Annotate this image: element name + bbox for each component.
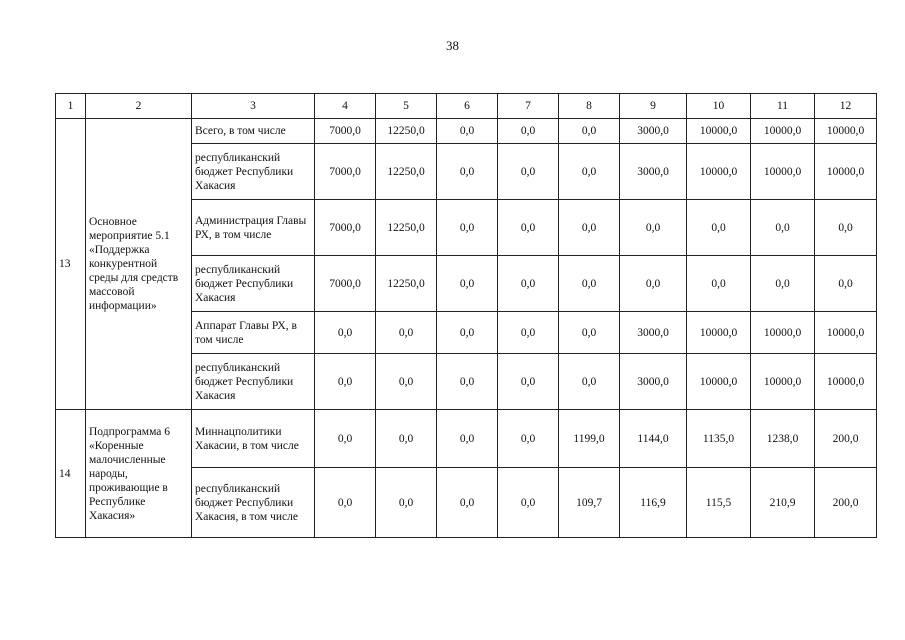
value-cell: 3000,0 xyxy=(620,312,687,354)
column-header: 6 xyxy=(437,94,498,119)
value-cell: 10000,0 xyxy=(815,144,877,200)
value-cell: 0,0 xyxy=(559,119,620,144)
measure-title: Основное мероприятие 5.1 «Поддержка конкурентной среды для средств массовой информации» xyxy=(86,119,192,410)
column-header: 4 xyxy=(315,94,376,119)
budget-table xyxy=(55,93,877,538)
value-cell: 10000,0 xyxy=(687,354,751,410)
column-header: 7 xyxy=(498,94,559,119)
value-cell: 0,0 xyxy=(559,144,620,200)
value-cell: 10000,0 xyxy=(751,144,815,200)
row-label: Аппарат Главы РХ, в том числе xyxy=(192,312,315,354)
value-cell: 0,0 xyxy=(620,256,687,312)
column-header: 1 xyxy=(56,94,86,119)
row-label: Администрация Главы РХ, в том числе xyxy=(192,200,315,256)
value-cell: 0,0 xyxy=(315,410,376,468)
value-cell: 0,0 xyxy=(498,256,559,312)
value-cell: 0,0 xyxy=(498,200,559,256)
value-cell: 0,0 xyxy=(687,200,751,256)
value-cell: 10000,0 xyxy=(751,312,815,354)
value-cell: 0,0 xyxy=(437,410,498,468)
value-cell: 0,0 xyxy=(620,200,687,256)
column-header: 11 xyxy=(751,94,815,119)
value-cell: 1144,0 xyxy=(620,410,687,468)
value-cell: 0,0 xyxy=(498,354,559,410)
value-cell: 0,0 xyxy=(376,312,437,354)
value-cell: 7000,0 xyxy=(315,144,376,200)
value-cell: 7000,0 xyxy=(315,119,376,144)
value-cell: 200,0 xyxy=(815,468,877,538)
row-label: республиканский бюджет Республики Хакасия, в том числе xyxy=(192,468,315,538)
value-cell: 109,7 xyxy=(559,468,620,538)
value-cell: 0,0 xyxy=(498,144,559,200)
row-number: 14 xyxy=(56,410,86,538)
page-number: 38 xyxy=(446,38,459,53)
value-cell: 210,9 xyxy=(751,468,815,538)
value-cell: 0,0 xyxy=(751,256,815,312)
row-label: республиканский бюджет Республики Хакасия xyxy=(192,144,315,200)
column-header: 9 xyxy=(620,94,687,119)
value-cell: 0,0 xyxy=(751,200,815,256)
value-cell: 0,0 xyxy=(498,119,559,144)
value-cell: 116,9 xyxy=(620,468,687,538)
value-cell: 3000,0 xyxy=(620,119,687,144)
column-header: 8 xyxy=(559,94,620,119)
value-cell: 12250,0 xyxy=(376,256,437,312)
value-cell: 10000,0 xyxy=(687,312,751,354)
value-cell: 0,0 xyxy=(687,256,751,312)
value-cell: 7000,0 xyxy=(315,200,376,256)
table-row xyxy=(56,410,877,468)
value-cell: 0,0 xyxy=(315,468,376,538)
value-cell: 0,0 xyxy=(376,468,437,538)
value-cell: 12250,0 xyxy=(376,200,437,256)
value-cell: 10000,0 xyxy=(687,119,751,144)
row-number: 13 xyxy=(56,119,86,410)
value-cell: 1199,0 xyxy=(559,410,620,468)
value-cell: 0,0 xyxy=(559,256,620,312)
value-cell: 0,0 xyxy=(437,119,498,144)
column-header: 2 xyxy=(86,94,192,119)
value-cell: 0,0 xyxy=(559,312,620,354)
value-cell: 12250,0 xyxy=(376,119,437,144)
value-cell: 10000,0 xyxy=(815,119,877,144)
value-cell: 0,0 xyxy=(815,256,877,312)
value-cell: 3000,0 xyxy=(620,144,687,200)
value-cell: 115,5 xyxy=(687,468,751,538)
row-label: Всего, в том числе xyxy=(192,119,315,144)
value-cell: 200,0 xyxy=(815,410,877,468)
value-cell: 0,0 xyxy=(376,410,437,468)
value-cell: 10000,0 xyxy=(815,354,877,410)
row-label: Миннацполитики Хакасии, в том числе xyxy=(192,410,315,468)
value-cell: 10000,0 xyxy=(815,312,877,354)
value-cell: 10000,0 xyxy=(687,144,751,200)
value-cell: 0,0 xyxy=(437,144,498,200)
table-row xyxy=(56,119,877,144)
subprogram-title: Подпрограмма 6 «Коренные малочисленные народы, проживающие в Республике Хакасия» xyxy=(86,410,192,538)
value-cell: 0,0 xyxy=(437,354,498,410)
column-header: 10 xyxy=(687,94,751,119)
value-cell: 0,0 xyxy=(437,312,498,354)
value-cell: 0,0 xyxy=(437,468,498,538)
value-cell: 7000,0 xyxy=(315,256,376,312)
value-cell: 0,0 xyxy=(498,468,559,538)
value-cell: 0,0 xyxy=(315,312,376,354)
value-cell: 0,0 xyxy=(315,354,376,410)
value-cell: 0,0 xyxy=(559,200,620,256)
value-cell: 0,0 xyxy=(437,200,498,256)
column-header: 3 xyxy=(192,94,315,119)
value-cell: 0,0 xyxy=(498,410,559,468)
value-cell: 1135,0 xyxy=(687,410,751,468)
column-header: 12 xyxy=(815,94,877,119)
value-cell: 0,0 xyxy=(437,256,498,312)
value-cell: 0,0 xyxy=(376,354,437,410)
value-cell: 3000,0 xyxy=(620,354,687,410)
column-number-row xyxy=(56,94,877,119)
value-cell: 10000,0 xyxy=(751,354,815,410)
row-label: республиканский бюджет Республики Хакасия xyxy=(192,256,315,312)
column-header: 5 xyxy=(376,94,437,119)
value-cell: 1238,0 xyxy=(751,410,815,468)
value-cell: 0,0 xyxy=(498,312,559,354)
value-cell: 12250,0 xyxy=(376,144,437,200)
value-cell: 0,0 xyxy=(559,354,620,410)
value-cell: 0,0 xyxy=(815,200,877,256)
row-label: республиканский бюджет Республики Хакасия xyxy=(192,354,315,410)
value-cell: 10000,0 xyxy=(751,119,815,144)
